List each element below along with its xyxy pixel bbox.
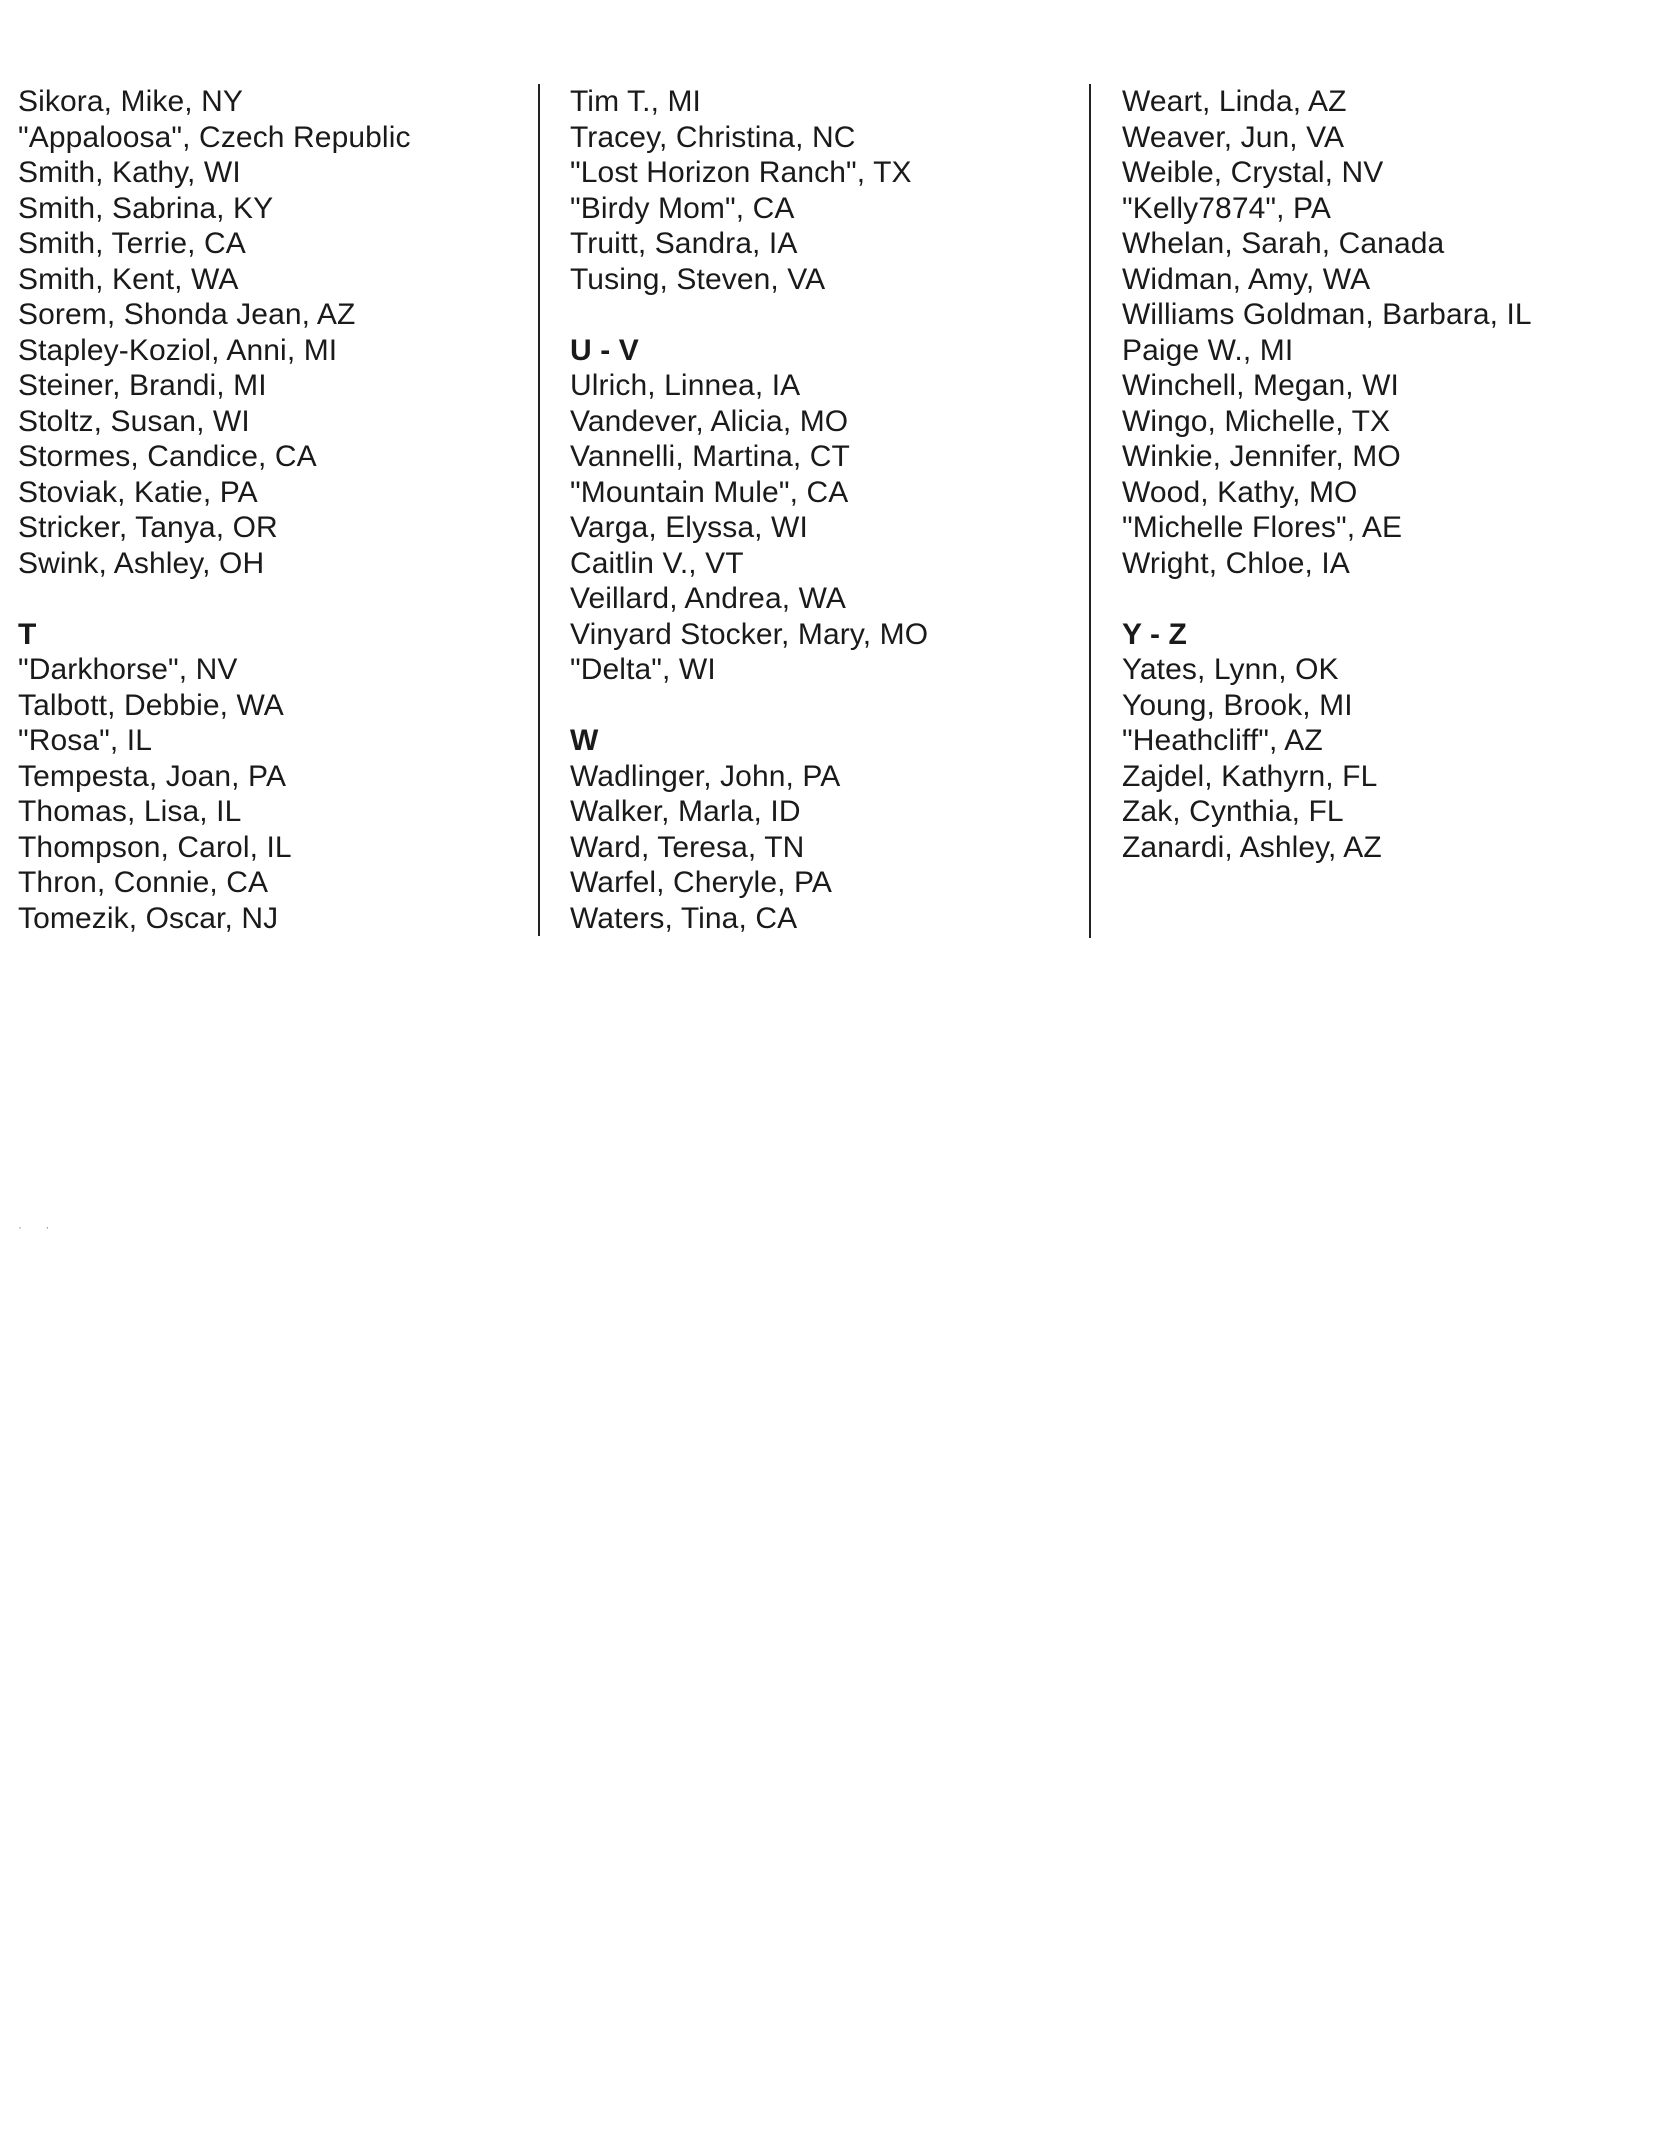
- section-spacer: [570, 688, 1090, 724]
- list-item: Veillard, Andrea, WA: [570, 582, 847, 615]
- list-item: Whelan, Sarah, Canada: [1122, 227, 1445, 260]
- name-list-column-3: [1122, 84, 1642, 865]
- list-item: Truitt, Sandra, IA: [570, 227, 798, 260]
- list-item: Thomas, Lisa, IL: [18, 795, 242, 828]
- list-item: Warfel, Cheryle, PA: [570, 866, 832, 899]
- list-item: "Appaloosa", Czech Republic: [18, 120, 411, 154]
- list-item: "Darkhorse", NV: [18, 653, 238, 686]
- column-divider: [538, 84, 540, 936]
- list-item: Wingo, Michelle, TX: [1122, 404, 1391, 438]
- list-item: "Lost Horizon Ranch", TX: [570, 156, 912, 189]
- list-item: Thompson, Carol, IL: [18, 830, 292, 864]
- list-item: Weible, Crystal, NV: [1122, 156, 1384, 189]
- list-item: Young, Brook, MI: [1122, 688, 1353, 722]
- list-item: Ward, Teresa, TN: [570, 830, 805, 864]
- section-heading-u-v: U - V: [570, 333, 639, 367]
- list-item: Stapley-Koziol, Anni, MI: [18, 333, 338, 367]
- list-item: Smith, Kent, WA: [18, 262, 239, 296]
- list-item: Zajdel, Kathyrn, FL: [1122, 759, 1378, 793]
- list-item: Varga, Elyssa, WI: [570, 511, 808, 544]
- list-item: "Delta", WI: [570, 653, 716, 686]
- list-item: Sikora, Mike, NY: [18, 85, 243, 118]
- section-spacer: [1122, 581, 1642, 617]
- list-item: Smith, Sabrina, KY: [18, 191, 274, 225]
- list-item: "Heathcliff", AZ: [1122, 724, 1323, 757]
- name-list-column-1: [18, 84, 538, 936]
- list-item: Stoltz, Susan, WI: [18, 404, 250, 438]
- section-heading-y-z: Y - Z: [1122, 617, 1187, 651]
- list-item: Williams Goldman, Barbara, IL: [1122, 298, 1532, 331]
- list-item: Stoviak, Katie, PA: [18, 475, 258, 509]
- section-heading-w: W: [570, 724, 599, 757]
- scan-specks: · ·: [18, 1220, 60, 1234]
- list-item: Vinyard Stocker, Mary, MO: [570, 617, 929, 651]
- list-item: Tempesta, Joan, PA: [18, 759, 287, 793]
- list-item: Smith, Kathy, WI: [18, 156, 241, 189]
- list-item: Winkie, Jennifer, MO: [1122, 440, 1401, 473]
- list-item: "Birdy Mom", CA: [570, 191, 795, 225]
- section-spacer: [18, 581, 538, 617]
- list-item: Sorem, Shonda Jean, AZ: [18, 298, 356, 331]
- list-item: Swink, Ashley, OH: [18, 546, 265, 580]
- list-item: "Rosa", IL: [18, 724, 153, 757]
- list-item: Smith, Terrie, CA: [18, 227, 246, 260]
- list-item: Walker, Marla, ID: [570, 795, 801, 828]
- list-item: Wright, Chloe, IA: [1122, 546, 1350, 580]
- list-item: Weaver, Jun, VA: [1122, 120, 1345, 154]
- list-item: Talbott, Debbie, WA: [18, 688, 284, 722]
- list-item: Wood, Kathy, MO: [1122, 475, 1358, 509]
- section-heading-t: T: [18, 617, 37, 651]
- list-item: Stormes, Candice, CA: [18, 440, 317, 473]
- list-item: "Michelle Flores", AE: [1122, 511, 1403, 544]
- list-item: Widman, Amy, WA: [1122, 262, 1371, 296]
- column-divider: [1089, 84, 1091, 938]
- list-item: Wadlinger, John, PA: [570, 759, 841, 793]
- list-item: Tracey, Christina, NC: [570, 120, 856, 154]
- list-item: Vandever, Alicia, MO: [570, 404, 849, 438]
- list-item: Tomezik, Oscar, NJ: [18, 901, 279, 935]
- list-item: "Kelly7874", PA: [1122, 191, 1332, 225]
- list-item: Caitlin V., VT: [570, 546, 744, 580]
- list-item: Vannelli, Martina, CT: [570, 440, 850, 473]
- list-item: Tusing, Steven, VA: [570, 262, 826, 296]
- list-item: Stricker, Tanya, OR: [18, 511, 278, 544]
- list-item: Weart, Linda, AZ: [1122, 85, 1347, 118]
- list-item: Winchell, Megan, WI: [1122, 369, 1399, 402]
- list-item: Zanardi, Ashley, AZ: [1122, 830, 1382, 864]
- list-item: Ulrich, Linnea, IA: [570, 369, 801, 402]
- list-item: Steiner, Brandi, MI: [18, 369, 267, 402]
- list-item: Waters, Tina, CA: [570, 901, 798, 935]
- list-item: Zak, Cynthia, FL: [1122, 795, 1344, 828]
- list-item: Thron, Connie, CA: [18, 866, 269, 899]
- list-item: "Mountain Mule", CA: [570, 475, 849, 509]
- list-item: Paige W., MI: [1122, 333, 1294, 367]
- list-item: Tim T., MI: [570, 85, 701, 118]
- section-spacer: [570, 297, 1090, 333]
- list-item: Yates, Lynn, OK: [1122, 653, 1339, 686]
- name-list-column-2: [570, 84, 1090, 936]
